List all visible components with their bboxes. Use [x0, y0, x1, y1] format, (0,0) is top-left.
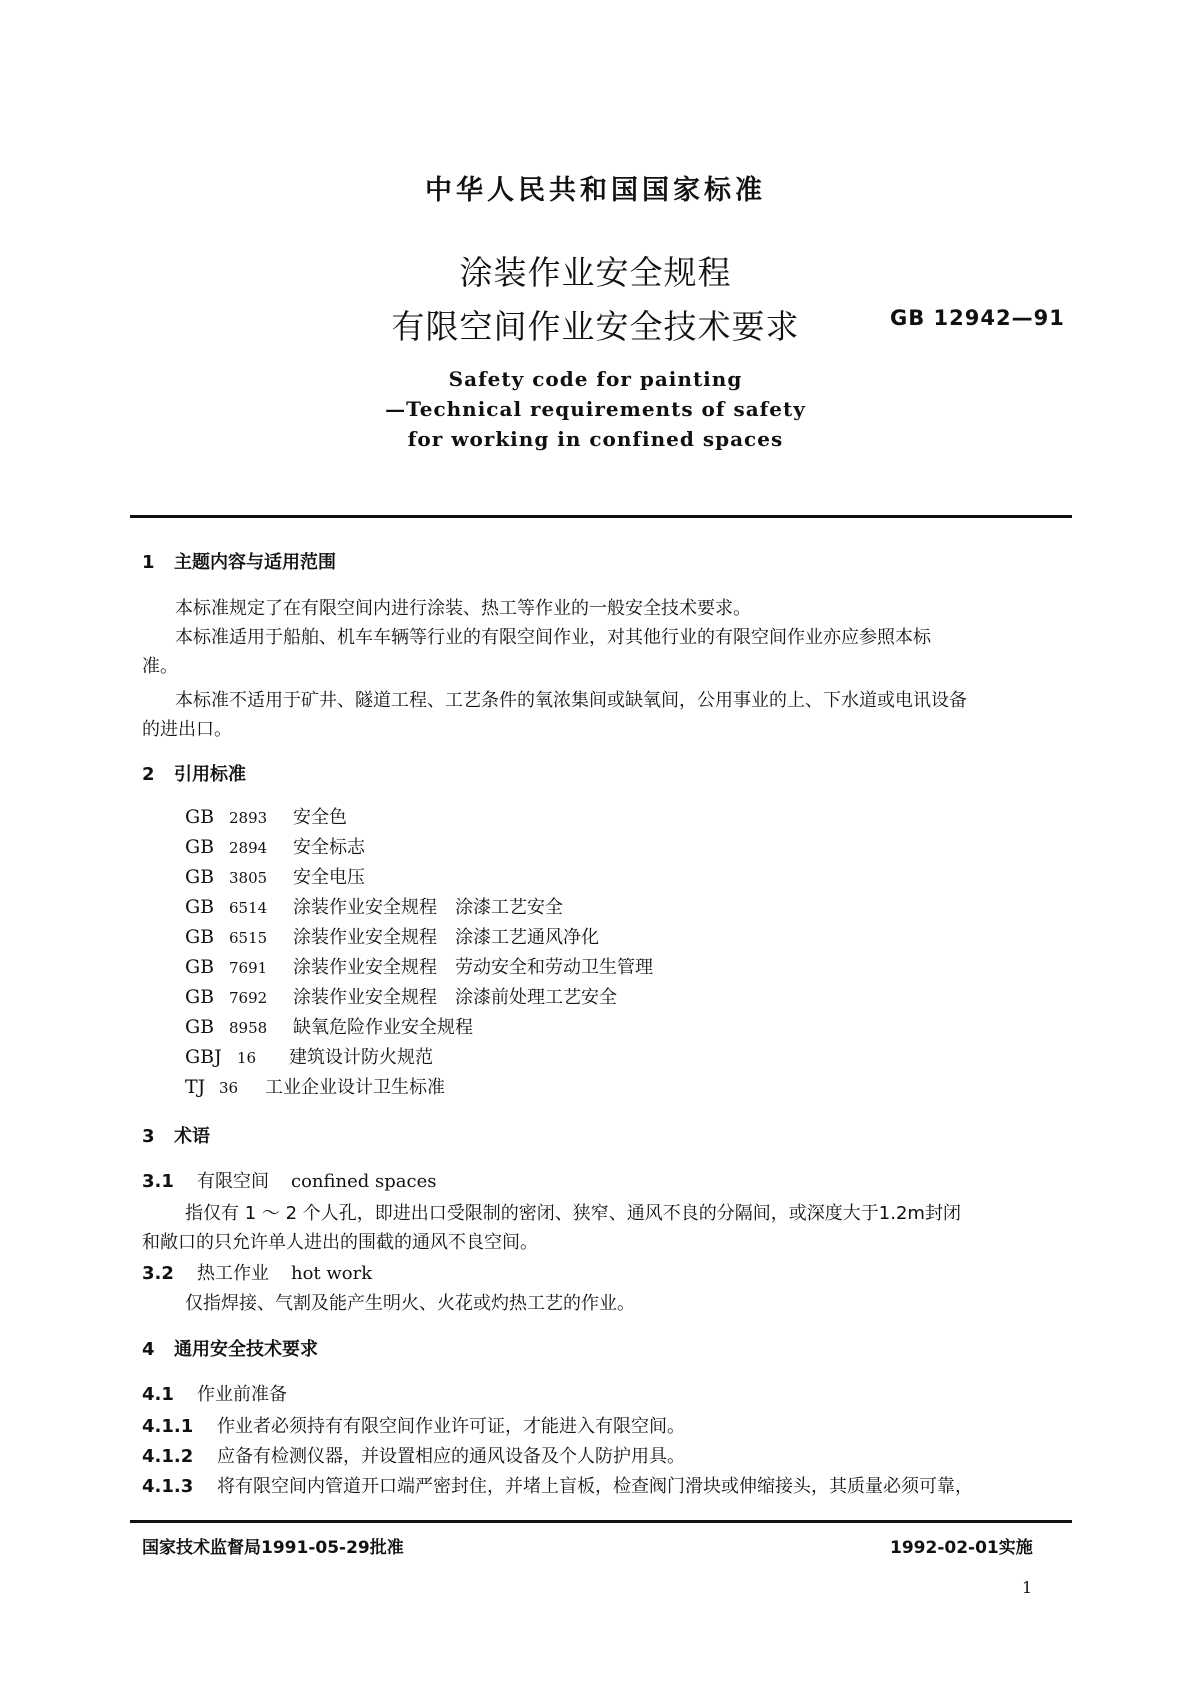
- ref-name: 涂装作业安全规程 涂漆工艺通风净化: [293, 927, 599, 948]
- clause-text: 应备有检测仪器，并设置相应的通风设备及个人防护用具。: [217, 1446, 685, 1467]
- ref-name: 缺氧危险作业安全规程: [293, 1017, 473, 1038]
- ref-number: 2893: [229, 809, 268, 827]
- ref-name: 安全色: [293, 807, 347, 828]
- effective-date: 1992-02-01实施: [890, 1538, 1033, 1558]
- ref-prefix: GB: [185, 806, 215, 828]
- clause-number: 4.1.2: [142, 1446, 194, 1467]
- term-3-1-definition-b: 和敞口的只允许单人进出的围截的通风不良空间。: [142, 1232, 538, 1253]
- s1-paragraph-3b: 的进出口。: [142, 719, 232, 740]
- ref-number: 7691: [229, 959, 268, 977]
- page-number: 1: [1022, 1578, 1033, 1597]
- section-number: 1: [142, 552, 155, 573]
- title-en-line2: —Technical requirements of safety: [385, 397, 806, 421]
- title-cn-line2: 有限空间作业安全技术要求: [391, 307, 800, 346]
- title-cn-line1: 涂装作业安全规程: [459, 253, 732, 292]
- ref-name: 建筑设计防火规范: [289, 1047, 433, 1068]
- ref-prefix: GB: [185, 896, 215, 918]
- ref-name: 工业企业设计卫生标准: [265, 1077, 445, 1098]
- s1-paragraph-3a: 本标准不适用于矿井、隧道工程、工艺条件的氧浓集间或缺氧间，公用事业的上、下水道或电讯设备: [175, 690, 967, 711]
- title-en-line3: for working in confined spaces: [407, 427, 784, 451]
- section-title: 通用安全技术要求: [174, 1339, 318, 1360]
- ref-prefix: TJ: [185, 1076, 206, 1098]
- section-2-heading: [142, 760, 246, 786]
- ref-number: 3805: [229, 869, 268, 887]
- clause-text: 作业者必须持有有限空间作业许可证，才能进入有限空间。: [217, 1416, 685, 1437]
- reference-row: [185, 893, 563, 919]
- ref-name: 涂装作业安全规程 涂漆工艺安全: [293, 897, 563, 918]
- ref-prefix: GBJ: [185, 1046, 222, 1068]
- ref-prefix: GB: [185, 1016, 215, 1038]
- ref-number: 2894: [229, 839, 268, 857]
- reference-row: [185, 1043, 433, 1069]
- title-en-line1: Safety code for painting: [448, 367, 743, 391]
- section-3-heading: [142, 1122, 210, 1148]
- reference-row: [185, 863, 365, 889]
- term-cn: 有限空间: [197, 1171, 269, 1192]
- national-standard-heading: 中华人民共和国国家标准: [425, 175, 766, 206]
- ref-name: 涂装作业安全规程 劳动安全和劳动卫生管理: [293, 957, 653, 978]
- standard-code: GB 12942—91: [890, 306, 1065, 330]
- ref-name: 涂装作业安全规程 涂漆前处理工艺安全: [293, 987, 617, 1008]
- clause-4-1-2: [142, 1442, 685, 1468]
- subsection-number: 4.1: [142, 1384, 174, 1405]
- s1-paragraph-2b: 准。: [142, 656, 178, 677]
- footer-divider: [130, 1520, 1072, 1523]
- section-number: 2: [142, 764, 155, 785]
- reference-row: [185, 1013, 473, 1039]
- ref-prefix: GB: [185, 956, 215, 978]
- section-number: 4: [142, 1339, 155, 1360]
- term-number: 3.2: [142, 1263, 174, 1284]
- ref-prefix: GB: [185, 836, 215, 858]
- section-title: 术语: [174, 1126, 210, 1147]
- subsection-title: 作业前准备: [197, 1384, 287, 1405]
- approval-line: 国家技术监督局1991-05-29批准: [142, 1538, 404, 1558]
- s1-paragraph-2a: 本标准适用于船舶、机车车辆等行业的有限空间作业，对其他行业的有限空间作业亦应参照本标: [175, 627, 931, 648]
- ref-number: 6514: [229, 899, 268, 917]
- ref-name: 安全电压: [293, 867, 365, 888]
- term-cn: 热工作业: [197, 1263, 269, 1284]
- reference-row: [185, 803, 347, 829]
- ref-number: 7692: [229, 989, 268, 1007]
- term-3-1-heading: [142, 1167, 436, 1193]
- ref-number: 16: [237, 1049, 257, 1067]
- term-en: hot work: [291, 1263, 373, 1284]
- section-4-heading: [142, 1335, 318, 1361]
- reference-row: [185, 923, 599, 949]
- subsection-4-1-heading: [142, 1380, 287, 1406]
- term-3-2-heading: [142, 1259, 372, 1285]
- reference-row: [185, 1073, 445, 1099]
- ref-name: 安全标志: [293, 837, 365, 858]
- term-3-1-definition-a: 指仅有 1 ～ 2 个人孔，即进出口受限制的密闭、狭窄、通风不良的分隔间，或深度大于1.2m封闭: [185, 1203, 961, 1224]
- clause-4-1-3: [142, 1472, 973, 1498]
- ref-prefix: GB: [185, 926, 215, 948]
- ref-number: 8958: [229, 1019, 268, 1037]
- term-en: confined spaces: [291, 1171, 437, 1192]
- s1-paragraph-1: 本标准规定了在有限空间内进行涂装、热工等作业的一般安全技术要求。: [175, 598, 751, 619]
- clause-4-1-1: [142, 1412, 685, 1438]
- section-number: 3: [142, 1126, 155, 1147]
- term-number: 3.1: [142, 1171, 174, 1192]
- term-3-2-definition: 仅指焊接、气割及能产生明火、火花或灼热工艺的作业。: [185, 1293, 635, 1314]
- ref-prefix: GB: [185, 986, 215, 1008]
- ref-number: 36: [219, 1079, 239, 1097]
- header-divider: [130, 515, 1072, 518]
- reference-row: [185, 833, 365, 859]
- ref-prefix: GB: [185, 866, 215, 888]
- section-1-heading: [142, 548, 336, 574]
- section-title: 主题内容与适用范围: [174, 552, 336, 573]
- reference-row: [185, 983, 617, 1009]
- clause-text: 将有限空间内管道开口端严密封住，并堵上盲板，检查阀门滑块或伸缩接头，其质量必须可靠，: [217, 1476, 973, 1497]
- section-title: 引用标准: [174, 764, 246, 785]
- reference-row: [185, 953, 653, 979]
- ref-number: 6515: [229, 929, 268, 947]
- clause-number: 4.1.1: [142, 1416, 194, 1437]
- clause-number: 4.1.3: [142, 1476, 194, 1497]
